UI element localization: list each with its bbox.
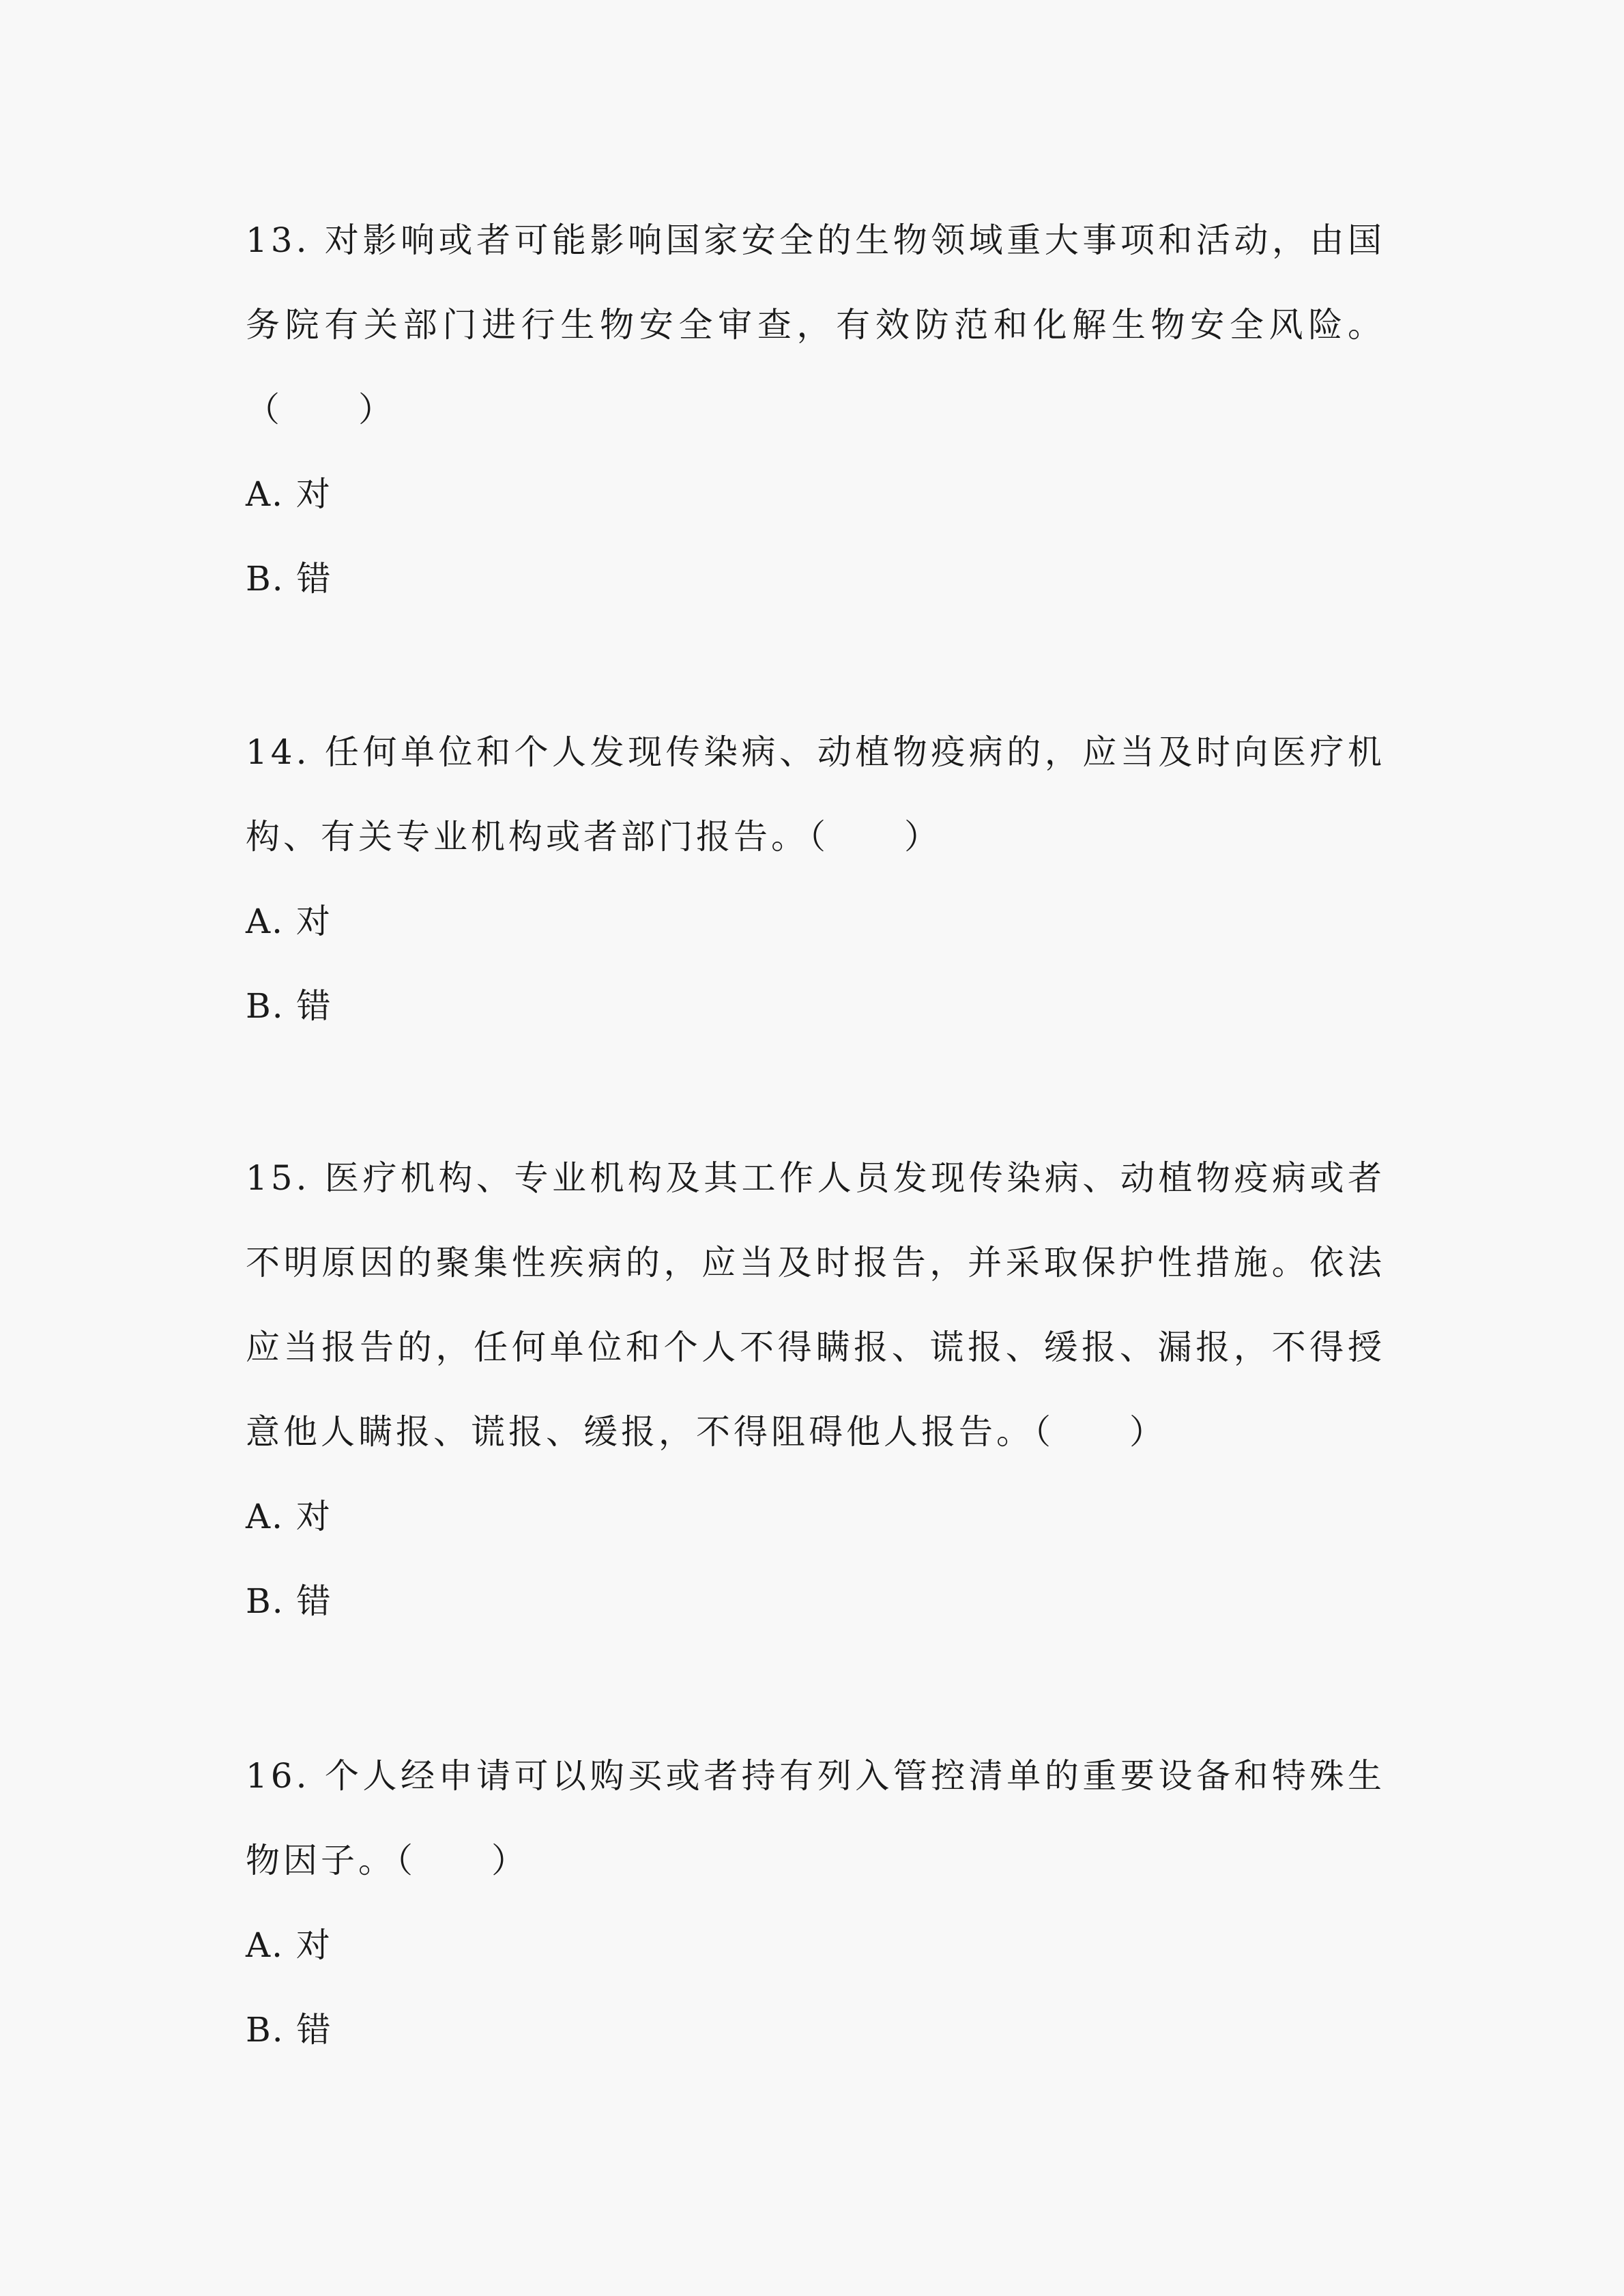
question-14 [246,710,1385,1048]
option-b: B. 错 [246,1581,332,1621]
question-16 [246,1734,1385,2072]
option-a: A. 对 [246,474,332,514]
option-b: B. 错 [246,986,332,1026]
question-text: 14. 任何单位和个人发现传染病、动植物疫病的，应当及时向医疗机构、有关专业机构或者部门报告。（ ） [246,732,1385,857]
question-text: 15. 医疗机构、专业机构及其工作人员发现传染病、动植物疫病或者不明原因的聚集性疾病的，应当及时报告，并采取保护性措施。依法应当报告的，任何单位和个人不得瞒报、谎报、缓报、漏报，不得授意他人瞒报、谎报、缓报，不得阻碍他人报告。（ ） [246,1158,1385,1452]
question-text: 13. 对影响或者可能影响国家安全的生物领域重大事项和活动，由国务院有关部门进行生物安全审查，有效防范和化解生物安全风险。（ ） [246,220,1385,429]
option-a: A. 对 [246,1497,332,1536]
option-b: B. 错 [246,2010,332,2050]
option-b: B. 错 [246,559,332,599]
option-a: A. 对 [246,1925,332,1965]
question-13 [246,198,1385,621]
option-a: A. 对 [246,902,332,941]
question-text: 16. 个人经申请可以购买或者持有列入管控清单的重要设备和特殊生物因子。（ ） [246,1756,1385,1880]
question-15 [246,1136,1385,1644]
